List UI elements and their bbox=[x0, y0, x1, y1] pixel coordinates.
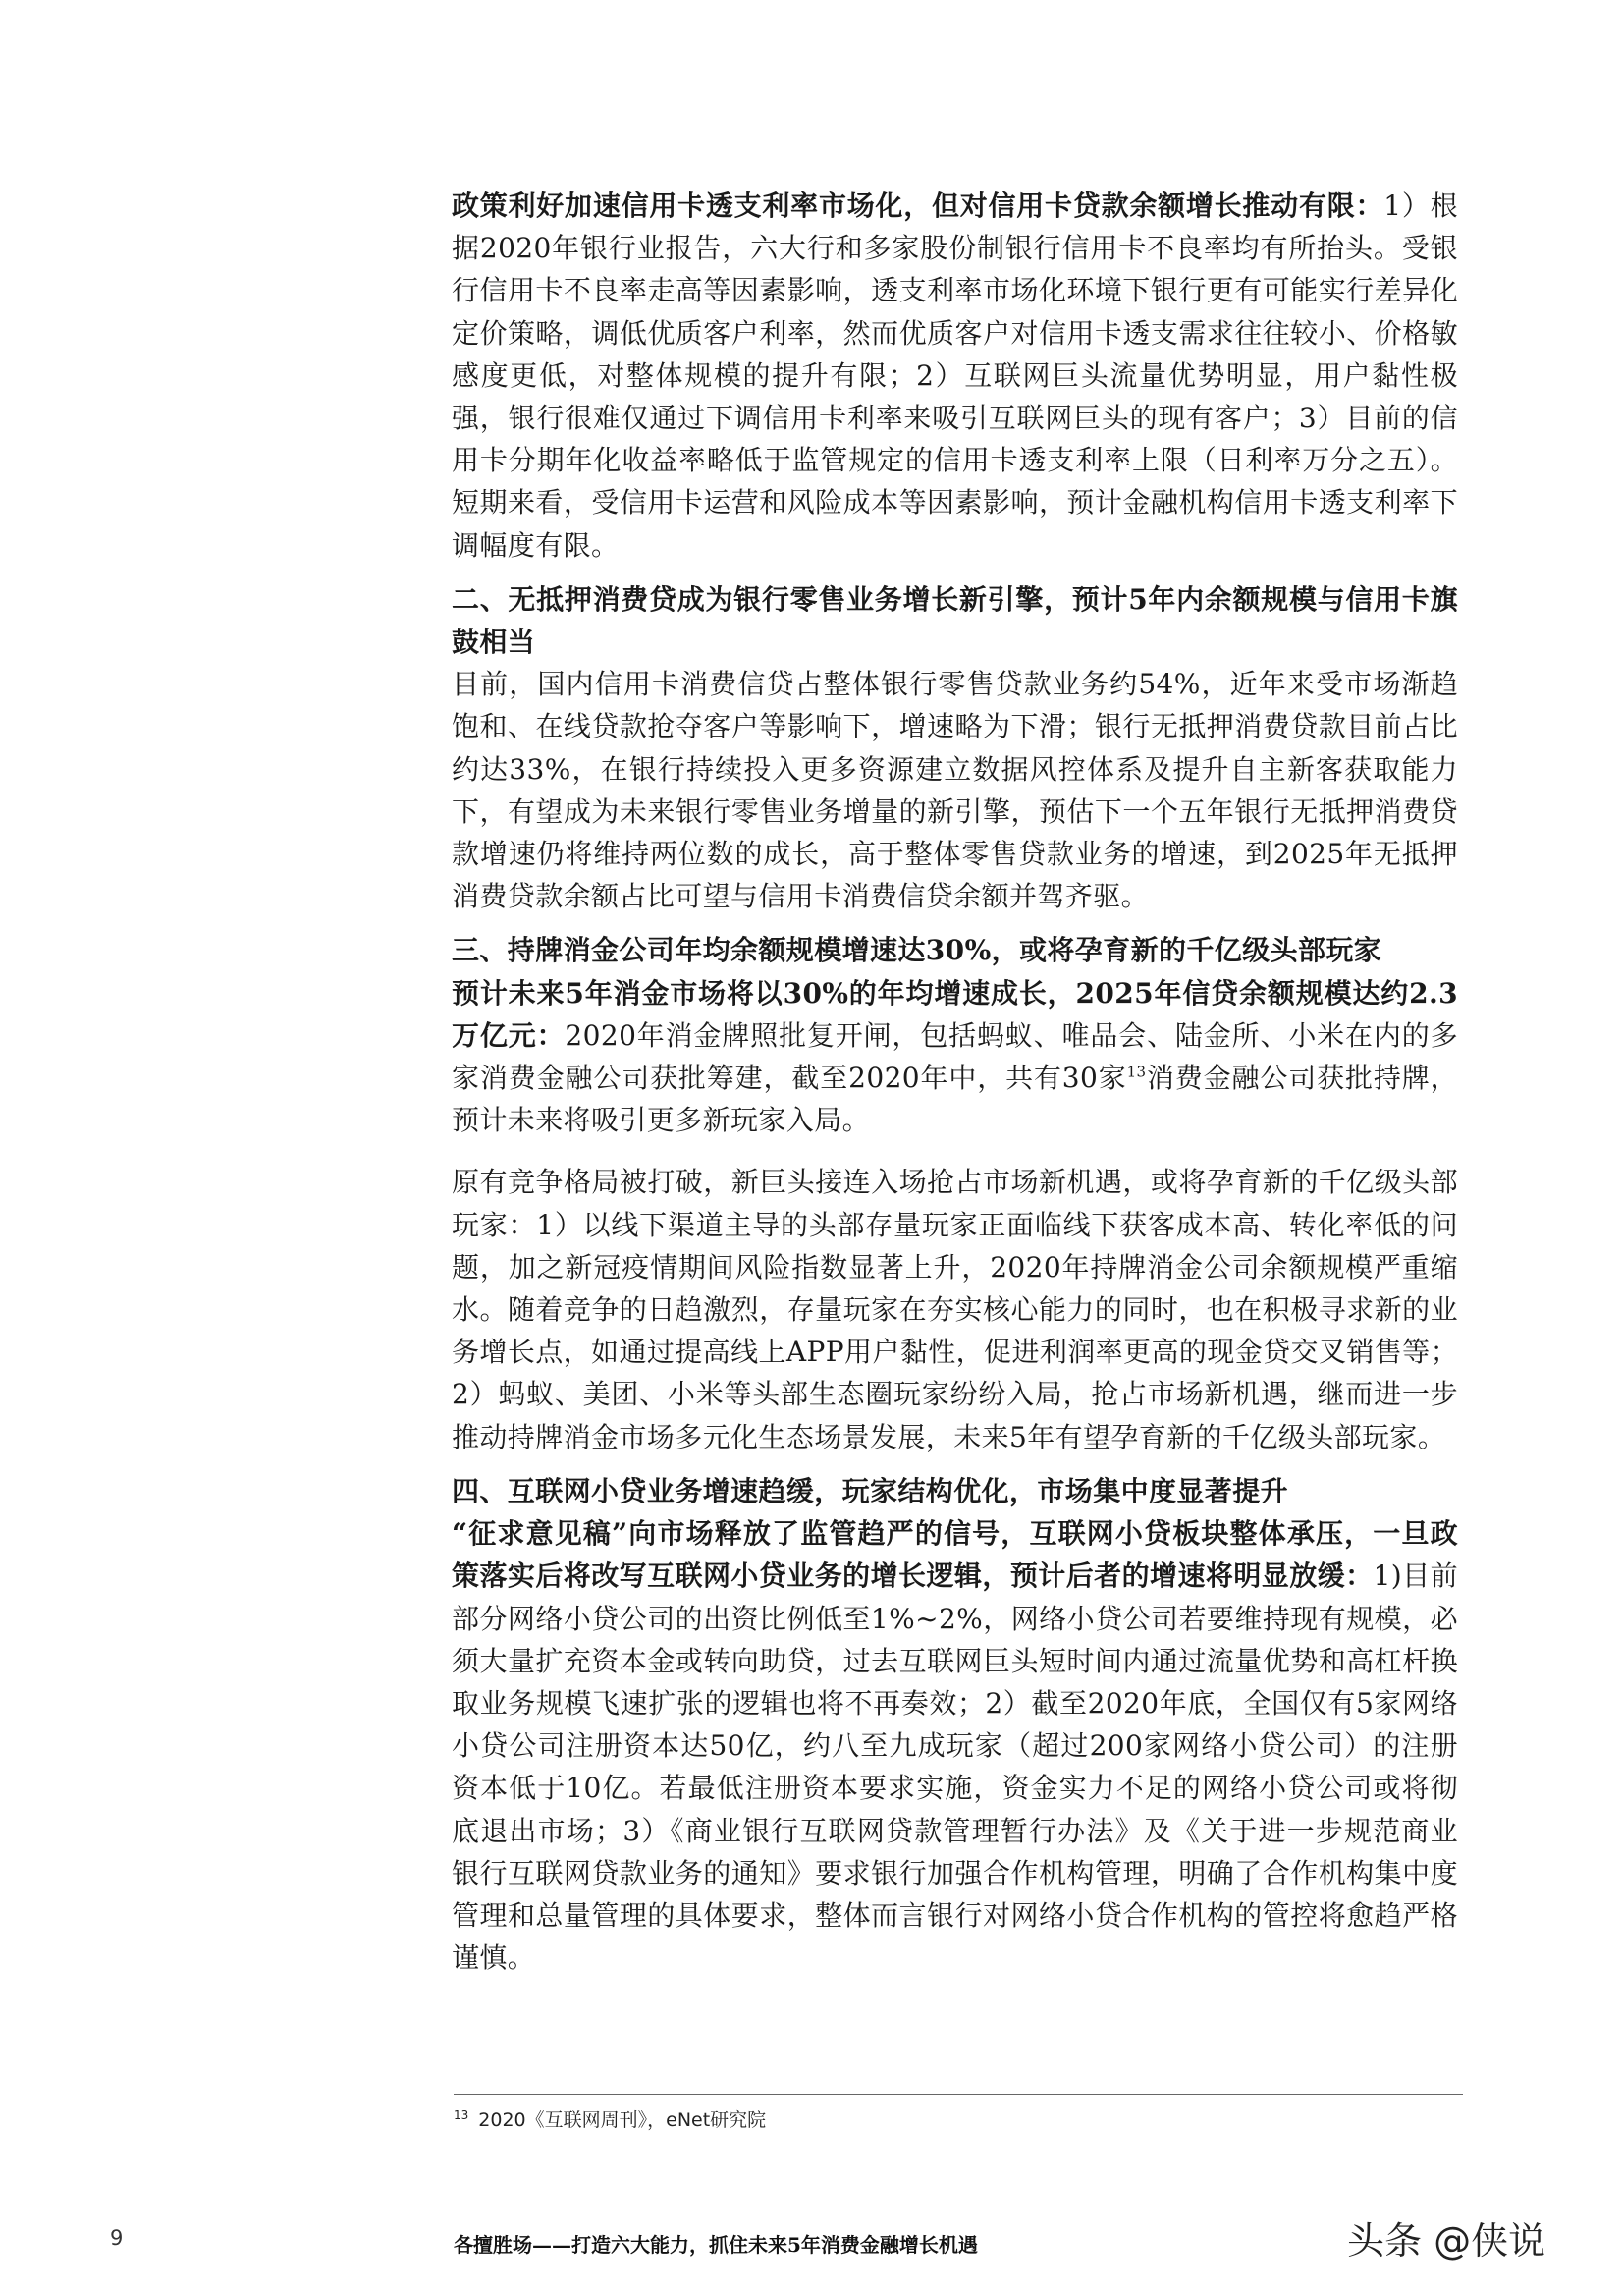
footnote-divider bbox=[454, 2094, 1463, 2095]
paragraph-regulation bbox=[452, 1512, 1458, 1979]
paragraph-lead: 政策利好加速信用卡透支利率市场化，但对信用卡贷款余额增长推动有限： bbox=[452, 190, 1384, 222]
paragraph-lead: 预计未来5年消金市场将以30%的年均增速成长，2025年信贷余额规模达约2.3万亿元： bbox=[452, 976, 1458, 1052]
footnote-ref[interactable]: 13 bbox=[1126, 1063, 1147, 1081]
paragraph-lead: “征求意见稿”向市场释放了监管趋严的信号，互联网小贷板块整体承压，一旦政策落实后将改写互联网小贷业务的增长逻辑，预计后者的增速将明显放缓： bbox=[452, 1517, 1458, 1593]
paragraph-competition: 原有竞争格局被打破，新巨头接连入场抢占市场新机遇，或将孕育新的千亿级头部玩家：1）以线下渠道主导的头部存量玩家正面临线下获客成本高、转化率低的问题，加之新冠疫情期间风险指数显著上升，2020年持牌消金公司余额规模严重缩水。随着竞争的日趋激烈，存量玩家在夯实核心能力的同时，也在积极寻求新的业务增长点，如通过提高线上APP用户黏性，促进利润率更高的现金贷交叉销售等；2）蚂蚁、美团、小米等头部生态圈玩家纷纷入局，抢占市场新机遇，继而进一步推动持牌消金市场多元化生态场景发展，未来5年有望孕育新的千亿级头部玩家。 bbox=[452, 1166, 1458, 1453]
section-heading-4: 四、互联网小贷业务增速趋缓，玩家结构优化，市场集中度显著提升 bbox=[452, 1474, 1289, 1507]
footnote-text: 2020《互联网周刊》，eNet研究院 bbox=[478, 2109, 767, 2131]
report-title: 各擅胜场——打造六大能力，抓住未来5年消费金融增长机遇 bbox=[454, 2233, 978, 2257]
paragraph-body: 1）根据2020年银行业报告，六大行和多家股份制银行信用卡不良率均有所抬头。受银行信用卡不良率走高等因素影响，透支利率市场化环境下银行更有可能实行差异化定价策略，调低优质客户利率，然而优质客户对信用卡透支需求往往较小、价格敏感度更低，对整体规模的提升有限；2）互联网巨头流量优势明显，用户黏性极强，银行很难仅通过下调信用卡利率来吸引互联网巨头的现有客户；3）目前的信用卡分期年化收益率略低于监管规定的信用卡透支利率上限（日利率万分之五）。短期来看，受信用卡运营和风险成本等因素影响，预计金融机构信用卡透支利率下调幅度有限。 bbox=[452, 190, 1458, 562]
section-body-2: 目前，国内信用卡消费信贷占整体银行零售贷款业务约54%，近年来受市场渐趋饱和、在线贷款抢夺客户等影响下，增速略为下滑；银行无抵押消费贷款目前占比约达33%，在银行持续投入更多资源建立数据风控体系及提升自主新客获取能力下，有望成为未来银行零售业务增量的新引擎，预估下一个五年银行无抵押消费贷款增速仍将维持两位数的成长，高于整体零售贷款业务的增速，到2025年无抵押消费贷款余额占比可望与信用卡消费信贷余额并驾齐驱。 bbox=[452, 668, 1458, 913]
footnote bbox=[454, 2105, 766, 2132]
section-heading-2: 二、无抵押消费贷成为银行零售业务增长新引擎，预计5年内余额规模与信用卡旗鼓相当 bbox=[452, 582, 1458, 659]
paragraph-body: 消费金融公司获批持牌，预计未来将吸引更多新玩家入局。 bbox=[452, 1062, 1458, 1137]
section-heading-3: 三、持牌消金公司年均余额规模增速达30%，或将孕育新的千亿级头部玩家 bbox=[452, 934, 1382, 967]
paragraph-policy bbox=[452, 185, 1458, 567]
main-content bbox=[452, 185, 1458, 1979]
paragraph-forecast bbox=[452, 972, 1458, 1142]
paragraph-body: 2020年消金牌照批复开闸，包括蚂蚁、唯品会、陆金所、小米在内的多家消费金融公司获批筹建，截至2020年中，共有30家 bbox=[452, 1018, 1458, 1095]
footnote-number: 13 bbox=[454, 2107, 469, 2122]
paragraph-body: 1)目前部分网络小贷公司的出资比例低至1%~2%，网络小贷公司若要维持现有规模，必须大量扩充资本金或转向助贷，过去互联网巨头短时间内通过流量优势和高杠杆换取业务规模飞速扩张的逻辑也将不再奏效；2）截至2020年底，全国仅有5家网络小贷公司注册资本达50亿，约八至九成玩家（超过200家网络小贷公司）的注册资本低于10亿。若最低注册资本要求实施，资金实力不足的网络小贷公司或将彻底退出市场；3）《商业银行互联网贷款管理暂行办法》及《关于进一步规范商业银行互联网贷款业务的通知》要求银行加强合作机构管理，明确了合作机构集中度管理和总量管理的具体要求，整体而言银行对网络小贷合作机构的管控将愈趋严格谨慎。 bbox=[452, 1559, 1458, 1975]
watermark: 头条 @侠说 bbox=[1347, 2219, 1546, 2263]
page-number: 9 bbox=[110, 2226, 124, 2250]
